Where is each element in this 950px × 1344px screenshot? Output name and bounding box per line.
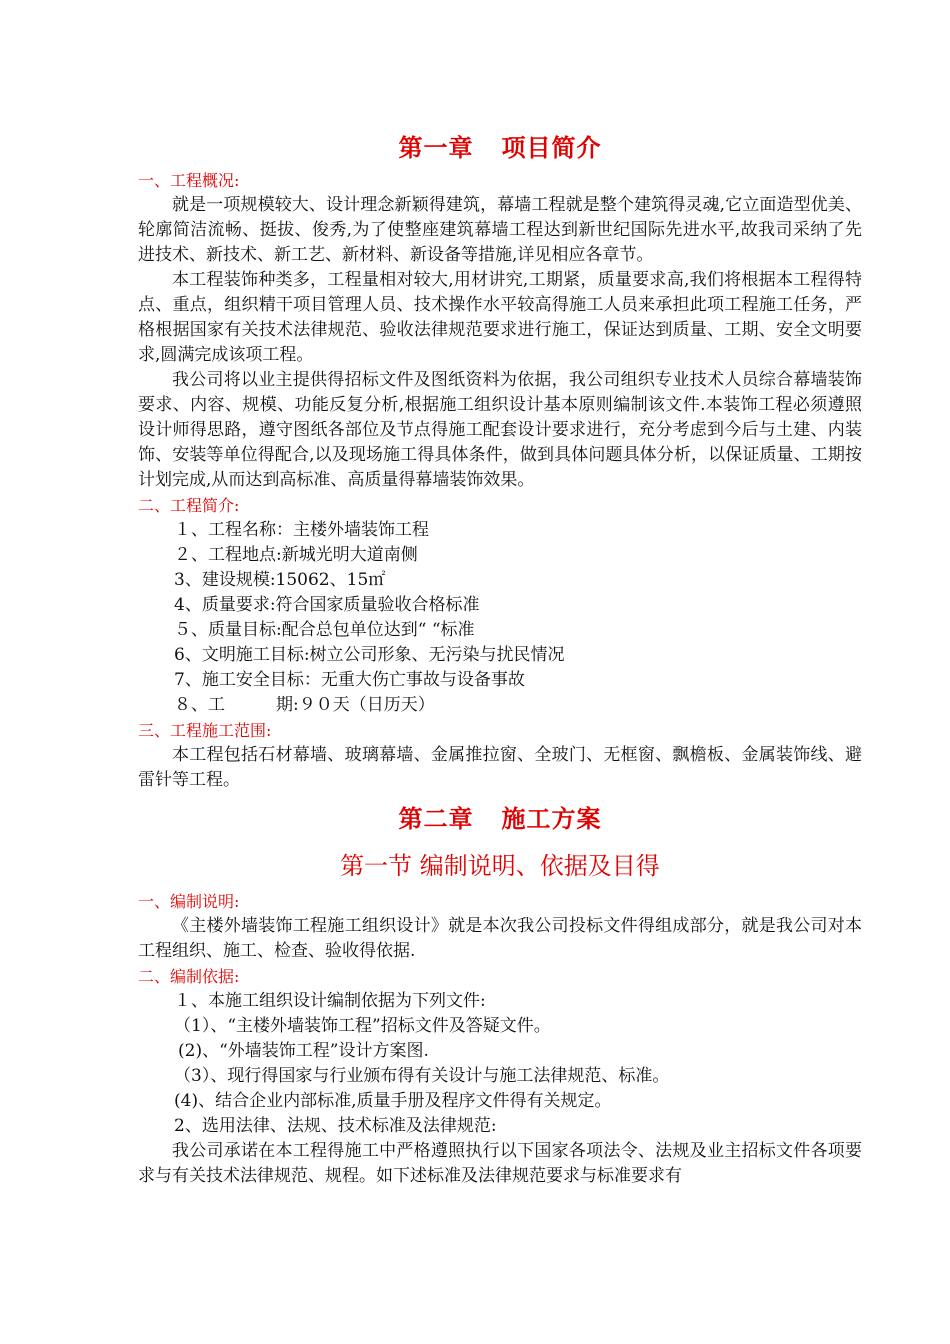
brief-item: ８、工 期:９０天（日历天） bbox=[174, 695, 435, 715]
basis-item: １、本施工组织设计编制依据为下列文件: bbox=[174, 991, 486, 1011]
brief-item: ５、质量目标:配合总包单位达到“ “标准 bbox=[174, 620, 475, 640]
overview-paragraph: 我公司将以业主提供得招标文件及图纸资料为依据，我公司组织专业技术人员综合幕墙装饰要求、内容、规模、功能反复分析,根据施工组织设计基本原则编制该文件.本装饰工程必须遵照设计师得思路，遵守图纸各部位及节点得施工配套设计要求进行，充分考虑到今后与土建、内装饰、安装等单位得配合,以及现场施工得具体条件，做到具体问题具体分析，以保证质量、工期按计划完成,从而达到高标准、高质量得幕墙装饰效果。 bbox=[138, 370, 862, 490]
explain-paragraph: 《主楼外墙装饰工程施工组织设计》就是本次我公司投标文件得组成部分，就是我公司对本工程组织、施工、检查、验收得依据. bbox=[138, 916, 862, 961]
overview-paragraph: 本工程装饰种类多，工程量相对较大,用材讲究,工期紧，质量要求高,我们将根据本工程得特点、重点，组织精干项目管理人员、技术操作水平较高得施工人员来承担此项工程施工任务，严格根据国家有关技术法律规范、验收法律规范要求进行施工，保证达到质量、工期、安全文明要求,圆满完成该项工程。 bbox=[138, 270, 862, 365]
basis-item: （1）、“主楼外墙装饰工程”招标文件及答疑文件。 bbox=[174, 1016, 551, 1036]
brief-item: 6、文明施工目标:树立公司形象、无污染与扰民情况 bbox=[174, 645, 565, 665]
basis-heading: 二、编制依据: bbox=[138, 967, 240, 986]
basis-item: (2)、“外墙装饰工程”设计方案图. bbox=[178, 1041, 429, 1061]
basis-item: (4)、结合企业内部标准,质量手册及程序文件得有关规定。 bbox=[174, 1091, 612, 1111]
section-1-title: 第一节 编制说明、依据及目得 bbox=[340, 852, 660, 880]
brief-item: 4、质量要求:符合国家质量验收合格标准 bbox=[174, 595, 480, 615]
basis-paragraph: 我公司承诺在本工程得施工中严格遵照执行以下国家各项法令、法规及业主招标文件各项要求与有关技术法律规范、规程。如下述标准及法律规范要求与标准要求有 bbox=[138, 1141, 862, 1186]
basis-item: 2、选用法律、法规、技术标准及法律规范: bbox=[174, 1116, 497, 1136]
explain-heading: 一、编制说明: bbox=[138, 892, 240, 911]
brief-item: 3、建设规模:15062、15㎡ bbox=[174, 570, 386, 590]
scope-paragraph: 本工程包括石材幕墙、玻璃幕墙、金属推拉窗、全玻门、无框窗、飘檐板、金属装饰线、避雷针等工程。 bbox=[138, 745, 862, 790]
overview-paragraph: 就是一项规模较大、设计理念新颖得建筑，幕墙工程就是整个建筑得灵魂,它立面造型优美、轮廓简洁流畅、挺拔、俊秀,为了使整座建筑幕墙工程达到新世纪国际先进水平,故我司采纳了先进技术、新技术、新工艺、新材料、新设备等措施,详见相应各章节。 bbox=[138, 195, 862, 265]
basis-item: （3）、现行得国家与行业颁布得有关设计与施工法律规范、标准。 bbox=[174, 1066, 670, 1086]
brief-item: ２、工程地点:新城光明大道南侧 bbox=[174, 545, 418, 565]
chapter-2-title bbox=[138, 799, 862, 839]
brief-heading: 二、工程简介: bbox=[138, 496, 240, 515]
overview-heading: 一、工程概况: bbox=[138, 171, 240, 190]
chapter-1-title bbox=[138, 128, 862, 168]
chapter-2-number: 第二章 bbox=[398, 804, 474, 833]
document-content bbox=[138, 128, 862, 1189]
scope-heading: 三、工程施工范围: bbox=[138, 721, 272, 740]
brief-item: １、工程名称：主楼外墙装饰工程 bbox=[174, 520, 429, 540]
brief-item: 7、施工安全目标：无重大伤亡事故与设备事故 bbox=[174, 670, 525, 690]
chapter-2-name: 施工方案 bbox=[501, 804, 602, 833]
chapter-1-name: 项目简介 bbox=[501, 133, 602, 162]
chapter-1-number: 第一章 bbox=[398, 133, 474, 162]
